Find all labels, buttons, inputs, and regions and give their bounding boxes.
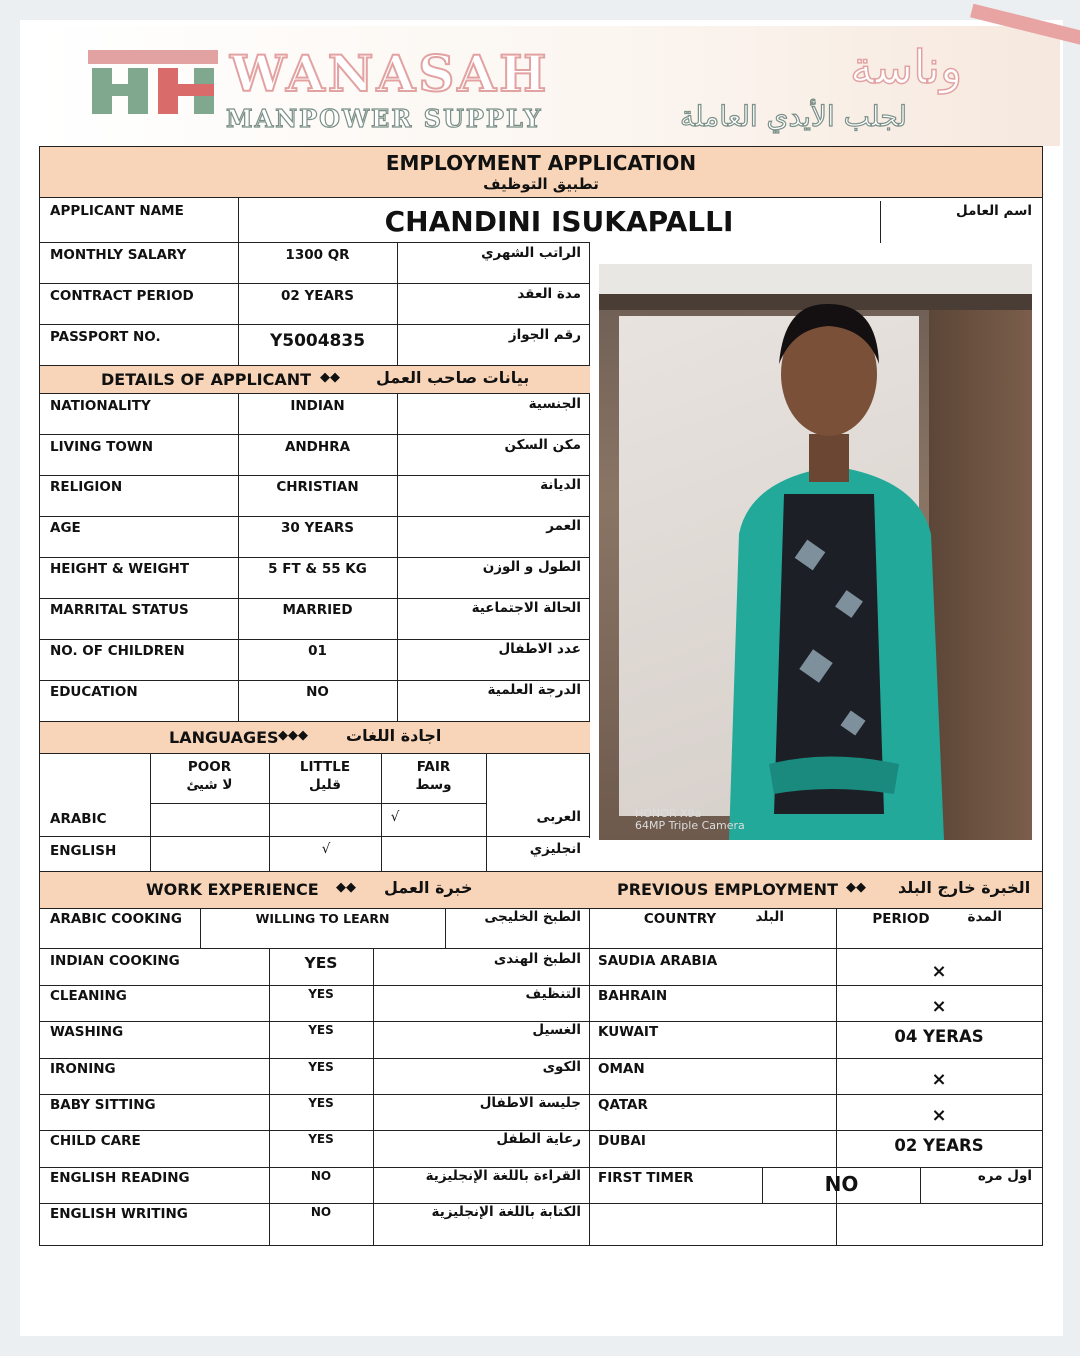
form-title-ar: تطبيق التوظيف: [483, 175, 599, 193]
previous-title-ar: الخبرة خارج البلد: [898, 878, 1031, 897]
lang-col-poor: POOR: [187, 759, 232, 775]
lang-col-fair: FAIR: [416, 759, 451, 775]
logo-arabic-subtitle: لجلب الأيدي العاملة: [680, 100, 907, 133]
languages-title-ar: اجادة اللغات: [346, 726, 442, 745]
lang-col-fair-ar: وسط: [415, 777, 452, 793]
previous-diamonds: ◆◆: [846, 880, 866, 895]
logo-banner: [40, 26, 1060, 146]
camera-watermark: HONOR X9a: [635, 807, 702, 820]
logo-mark-icon: [88, 50, 218, 116]
applicant-photo: [599, 264, 1032, 840]
logo-wordmark: WANASAH: [230, 44, 550, 103]
details-diamonds: ◆◆: [320, 370, 340, 385]
languages-diamonds: ◆◆◆: [278, 728, 308, 743]
logo-arabic-name: وناسة: [850, 40, 963, 94]
details-title: DETAILS OF APPLICANT: [101, 370, 312, 389]
work-title-ar: خبرة العمل: [384, 878, 473, 897]
lang-col-poor-ar: لا شيئ: [186, 777, 233, 793]
form-title: EMPLOYMENT APPLICATION: [385, 151, 697, 175]
person-silhouette: [669, 294, 989, 840]
arabic-fair-check: √: [390, 809, 400, 825]
applicant-name: CHANDINI ISUKAPALLI: [384, 205, 734, 238]
lang-col-little-ar: قليل: [309, 777, 341, 793]
lang-col-little: LITTLE: [299, 759, 351, 775]
applicant-name-label: APPLICANT NAME: [50, 203, 184, 219]
logo-subtitle: MANPOWER SUPPLY: [226, 104, 543, 133]
details-title-ar: بيانات صاحب العمل: [376, 368, 530, 387]
camera-watermark-2: 64MP Triple Camera: [635, 819, 745, 832]
work-diamonds: ◆◆: [336, 880, 356, 895]
work-title: WORK EXPERIENCE: [146, 880, 319, 899]
applicant-name-label-ar: اسم العامل: [956, 203, 1032, 219]
languages-band: [40, 721, 590, 753]
previous-title: PREVIOUS EMPLOYMENT: [617, 880, 838, 899]
corner-stripe: [970, 4, 1080, 47]
application-form: EMPLOYMENT APPLICATION تطبيق التوظيف APPLICANT NAME CHANDINI ISUKAPALLI اسم العامل MONTHLY SALARY 1300 QR الراتب الشهري CONTRACT PERIOD 02 YEARS مدة العقد PASSPORT NO. Y5004835 رقم الجواز DETAILS OF APPLICANT ◆◆ بيانات صاحب العمل NATIONALITY INDIAN الجنسية LIVING TOWN ANDHRA مكن السكن RELIGION CHRISTIAN الديانة AGE 30 YEARS العمر HEIGHT & WEIGHT 5 FT & 55 KG الطول و الوزن MARRITAL STATUS MARRIED الحالة الاجتماعية NO. OF CHILDREN 01 عدد الاطفال EDUCATION NO الدرجة العلمية LANGUAGES ◆◆◆ اجادة اللغات POOR لا شيئ LITTLE قليل FAIR وسط ARABIC √ العربى ENGLISH √ انجليزي HONOR X9a 64MP Triple Camera WORK EXPERIENCE ◆◆ خبرة العمل PREVIOUS EMPLOYMENT ◆◆ الخبرة خارج البلد ARABIC COOKING WILLING TO LEARN الطبخ الخليجى INDIAN COOKING YES الطبخ الهندى CLEANING YES التنظيف WASHING YES الغسيل IRONING YES الكوى BABY SITTING YES جليسة الاطفال CHILD CARE YES رعاية الطفل ENGLISH READING NO القراءة باللغة الإنجليزية ENGLISH WRITING NO الكتابة باللغة الإنجليزية COUNTRY البلد PERIOD المدة SAUDIA ARABIA × BAHRAIN × KUWAIT 04 YERAS OMAN × QATAR × DUBAI 02 YEARS FIRST TIMER NO اول مره: [39, 146, 1043, 1246]
application-page: [20, 20, 1063, 1336]
languages-title: LANGUAGES: [169, 728, 279, 747]
english-little-check: √: [321, 841, 331, 857]
